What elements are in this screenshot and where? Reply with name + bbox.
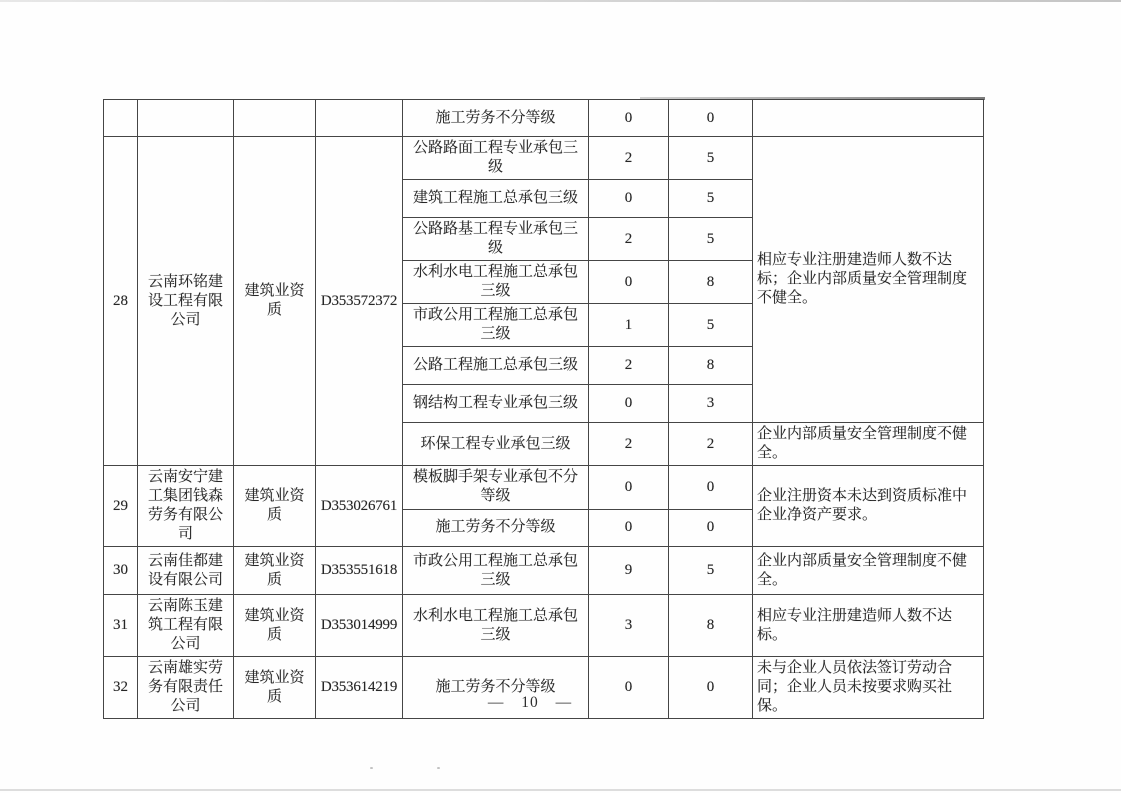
item-cell: 钢结构工程专业承包三级 <box>403 385 589 423</box>
company-cell: 云南环铭建设工程有限公司 <box>138 137 234 466</box>
value1-cell: 0 <box>589 100 669 137</box>
value1-cell: 0 <box>589 385 669 423</box>
scan-speck <box>370 767 373 769</box>
item-cell: 施工劳务不分等级 <box>403 100 589 137</box>
item-cell: 公路路基工程专业承包三级 <box>403 218 589 261</box>
value1-cell: 2 <box>589 218 669 261</box>
value1-cell: 0 <box>589 180 669 218</box>
item-cell: 建筑工程施工总承包三级 <box>403 180 589 218</box>
category-cell: 建筑业资质 <box>234 547 316 595</box>
value2-cell: 0 <box>669 657 753 719</box>
code-cell: D353614219 <box>316 657 403 719</box>
value1-cell: 2 <box>589 423 669 466</box>
value2-cell: 0 <box>669 466 753 510</box>
value1-cell: 2 <box>589 137 669 180</box>
value2-cell: 8 <box>669 595 753 657</box>
value2-cell: 5 <box>669 180 753 218</box>
item-cell: 环保工程专业承包三级 <box>403 423 589 466</box>
remark-cell <box>753 100 984 137</box>
item-cell: 施工劳务不分等级 <box>403 509 589 546</box>
code-cell: D353572372 <box>316 137 403 466</box>
value1-cell: 0 <box>589 509 669 546</box>
seq-cell: 30 <box>104 547 138 595</box>
category-cell: 建筑业资质 <box>234 466 316 547</box>
scan-edge-top <box>0 0 1121 2</box>
value2-cell: 5 <box>669 137 753 180</box>
seq-cell: 28 <box>104 137 138 466</box>
table-row <box>104 547 984 595</box>
category-cell: 建筑业资质 <box>234 595 316 657</box>
item-cell: 水利水电工程施工总承包三级 <box>403 261 589 304</box>
seq-cell <box>104 100 138 137</box>
value2-cell: 5 <box>669 547 753 595</box>
value1-cell: 0 <box>589 261 669 304</box>
value1-cell: 0 <box>589 657 669 719</box>
code-cell: D353014999 <box>316 595 403 657</box>
company-cell: 云南安宁建工集团钱森劳务有限公司 <box>138 466 234 547</box>
value1-cell: 1 <box>589 304 669 347</box>
value2-cell: 5 <box>669 218 753 261</box>
table-row <box>104 466 984 510</box>
category-cell: 建筑业资质 <box>234 137 316 466</box>
value2-cell: 8 <box>669 261 753 304</box>
value2-cell: 0 <box>669 509 753 546</box>
value2-cell: 5 <box>669 304 753 347</box>
category-cell: 建筑业资质 <box>234 657 316 719</box>
value2-cell: 3 <box>669 385 753 423</box>
value2-cell: 8 <box>669 347 753 385</box>
company-cell <box>138 100 234 137</box>
remark-cell: 企业内部质量安全管理制度不健全。 <box>753 547 984 595</box>
item-cell: 市政公用工程施工总承包三级 <box>403 304 589 347</box>
code-cell <box>316 100 403 137</box>
seq-cell: 31 <box>104 595 138 657</box>
scan-edge-bottom <box>0 789 1121 791</box>
seq-cell: 32 <box>104 657 138 719</box>
value2-cell: 0 <box>669 100 753 137</box>
seq-cell: 29 <box>104 466 138 547</box>
item-cell: 公路工程施工总承包三级 <box>403 347 589 385</box>
value1-cell: 2 <box>589 347 669 385</box>
table-row <box>104 595 984 657</box>
remark-cell: 企业注册资本未达到资质标准中企业净资产要求。 <box>753 466 984 547</box>
item-cell: 公路路面工程专业承包三级 <box>403 137 589 180</box>
value1-cell: 9 <box>589 547 669 595</box>
scan-speck <box>437 767 440 769</box>
value2-cell: 2 <box>669 423 753 466</box>
category-cell <box>234 100 316 137</box>
item-cell: 施工劳务不分等级 <box>403 657 589 719</box>
item-cell: 水利水电工程施工总承包三级 <box>403 595 589 657</box>
table-row <box>104 137 984 180</box>
page-number: — 10 — <box>487 694 573 711</box>
qualification-table <box>103 99 984 719</box>
remark-cell: 未与企业人员依法签订劳动合同；企业人员未按要求购买社保。 <box>753 657 984 719</box>
remark-cell: 相应专业注册建造师人数不达标。 <box>753 595 984 657</box>
value1-cell: 3 <box>589 595 669 657</box>
item-cell: 模板脚手架专业承包不分等级 <box>403 466 589 510</box>
company-cell: 云南佳都建设有限公司 <box>138 547 234 595</box>
table-row-carryover <box>104 100 984 137</box>
company-cell: 云南陈玉建筑工程有限公司 <box>138 595 234 657</box>
company-cell: 云南雄实劳务有限责任公司 <box>138 657 234 719</box>
item-cell: 市政公用工程施工总承包三级 <box>403 547 589 595</box>
remark-cell: 相应专业注册建造师人数不达标；企业内部质量安全管理制度不健全。 <box>753 137 984 423</box>
value1-cell: 0 <box>589 466 669 510</box>
code-cell: D353026761 <box>316 466 403 547</box>
code-cell: D353551618 <box>316 547 403 595</box>
remark-cell: 企业内部质量安全管理制度不健全。 <box>753 423 984 466</box>
